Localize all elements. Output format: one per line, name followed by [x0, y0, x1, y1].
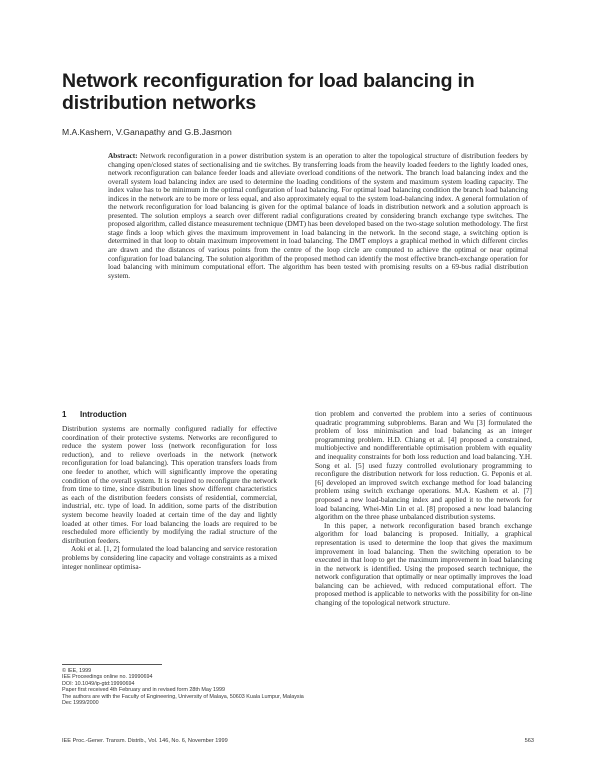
footnotes: [62, 668, 304, 707]
page-footer: [62, 738, 534, 748]
body-paragraph: In this paper, a network reconfiguration based branch exchange algorithm for load balancing is proposed. Initially, a graphical representation is used to determine the loop that gives the maximum improvement in load balancing. Then the switching operation to be executed in that loop to get the maximum improvement in load balancing in the network is identified. Using the proposed search technique, the network configuration that optimally or near optimally improves the load balancing can be achieved, with reduced computational effort. The proposed method is applicable to networks with the possibility for on-line changing of the topological network structure.: [315, 520, 532, 608]
footnote-line: IEE Proceedings online no. 19990694: [62, 674, 153, 681]
footnote-divider: [62, 664, 162, 665]
abstract-label: Abstract:: [108, 151, 138, 160]
section-title: Introduction: [80, 410, 127, 419]
copyright-note: © IEE, 1999: [62, 668, 92, 674]
section-number: 1: [62, 410, 67, 419]
body-paragraph: Distribution systems are normally configured radially for effective coordination of their protective systems. Networks are reconfigured to reduce the system power loss (network reconfiguration for loss reduction), and to relieve overloads in the network (network reconfiguration for load balancing). This operation transfers loads from one feeder to another, which will significantly improve the operating condition of the overall system. It is required to reconfigure the network from time to time, since distribution lines show different characteristics as each of the distribution feeders consists of residential, commercial, industrial, etc. type of load. In addition, some parts of the distribution system become heavily loaded at certain time of the day and lightly loaded at other times. For load balancing the loads are required to be rescheduled more efficiently by modifying the radial structure of the distribution feeders.: [62, 424, 277, 545]
footnote-line: The authors are with the Faculty of Engineering, University of Malaya, 50603 Kuala Lumpur, Malaysia: [62, 693, 304, 700]
footnote-line: Dec 1999/2000: [62, 700, 99, 707]
body-paragraph: Aoki et al. [1, 2] formulated the load balancing and service restoration problems by considering line capacity and voltage constraints as a mixed integer nonlinear optimisa-: [62, 544, 277, 571]
footnote-line: Paper first received 4th February and in revised form 28th May 1999: [62, 687, 225, 694]
body-paragraph: tion problem and converted the problem into a series of continuous quadratic programming subproblems. Baran and Wu [3] formulated the problem of loss minimisation and load balancing as an integer programming problem. H.D. Chiang et al. [4] proposed a constrained, multiobjective and nondifferentiable optimisation problem with equality and inequality constraints for both loss reduction and load balancing. Y.H. Song et al. [5] used fuzzy controlled evolutionary programming to reconfigure the distribution network for loss reduction. G. Peponis et al. [6] developed an improved switch exchange method for load balancing problem using switch exchange operations. M.A. Kashem et al. [7] proposed a new load-balancing index and applied it to the network for load balancing. Whei-Min Lin et al. [8] proposed a new load balancing algorithm on the three phase unbalanced distribution systems.: [315, 409, 532, 522]
paper-title: Network reconfiguration for load balancing in distribution networks: [62, 70, 475, 114]
left-column: [62, 425, 277, 571]
section-heading: [62, 410, 127, 419]
author-list: M.A.Kashem, V.Ganapathy and G.B.Jasmon: [62, 127, 232, 137]
abstract: [108, 152, 528, 280]
page-number: 563: [524, 738, 534, 744]
right-column: [315, 410, 532, 608]
abstract-text: Network reconfiguration in a power distribution system is an operation to alter the topological structure of distribution feeders by changing open/closed states of sectionalising and tie switches. By transferring loads from the heavily loaded feeders to the lightly loaded ones, network reconfiguration can balance feeder loads and alleviate overload conditions of the network. The branch load balancing index and the overall system load balancing index are used to determine the loading conditions of the system and maximum system loading capacity. The index value has to be minimum in the optimal configuration of load balancing. For optimal load balancing condition the branch load balancing indices in the network are to be more or less equal, and also approximately equal to the system load-balancing index. A general formulation of the network reconfiguration for load balancing is given for the optimal balance of loads in distribution network and a solution approach is presented. The solution employs a search over different radial configurations created by considering branch exchange type switches. The proposed algorithm, called distance measurement technique (DMT) has been developed based on the two-stage solution methodology. The first stage finds a loop which gives the maximum improvement in load balancing in the network. In the second stage, a switching option is determined in that loop to obtain maximum improvement in load balancing. The DMT employs a graphical method in which different circles are drawn and the distances of various points from the centre of the loop circle are computed to achieve the optimal or near optimal configuration for load balancing. The solution algorithm of the proposed method can identify the most effective branch-exchange operation for load balancing with minimum computational effort. The algorithm has been tested with promising results on a 69-bus radial distribution system.: [108, 151, 528, 280]
footnote-line: DOI: 10.1049/ip-gtd:19990694: [62, 680, 135, 687]
journal-citation: IEE Proc.-Gener. Transm. Distrib., Vol. 146, No. 6, November 1999: [62, 738, 228, 744]
